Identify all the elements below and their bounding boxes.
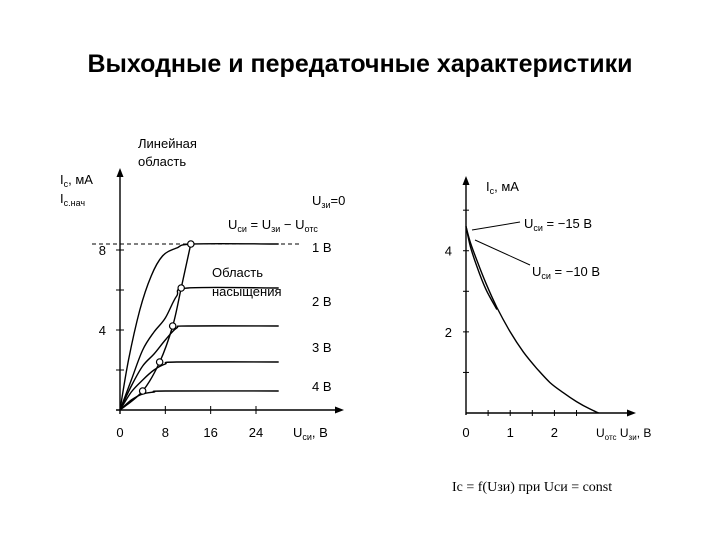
chart1-y-tick-label: 8 bbox=[98, 243, 106, 258]
chart1-boundary-point bbox=[170, 323, 176, 329]
chart1-boundary-point bbox=[139, 388, 145, 394]
chart2-series-label: $U_{си} = -15$ В bbox=[524, 216, 593, 233]
chart1-curve-label: $U_{зи}=0$ bbox=[312, 193, 346, 210]
chart2-x-tick-label: 0 bbox=[462, 425, 470, 440]
chart1-curve-label: 3 В bbox=[312, 340, 332, 355]
chart2-leader-line bbox=[475, 240, 530, 265]
linear-region-label: Линейная bbox=[138, 136, 197, 151]
chart1-boundary-point bbox=[178, 285, 184, 291]
chart2-x-tick-label: 2 bbox=[550, 425, 559, 440]
chart2-x-tick-label: 1 bbox=[506, 425, 514, 440]
linear-region-label: область bbox=[138, 154, 187, 169]
chart1-curve-label: 1 В bbox=[312, 240, 332, 255]
chart2-y-tick-label: 4 bbox=[444, 243, 452, 259]
chart2-y-tick-label: 2 bbox=[444, 324, 452, 340]
chart2-series-0 bbox=[466, 226, 599, 413]
slide-title: Выходные и передаточные характеристики bbox=[87, 50, 633, 78]
chart1-curve-label: 2 В bbox=[312, 294, 332, 309]
chart2-leader-line bbox=[472, 222, 520, 230]
chart2-y-axis-arrow bbox=[463, 176, 470, 185]
chart1-curve-3 bbox=[120, 362, 279, 410]
figure-caption: Ic = f(Uзи) при Uси = const bbox=[452, 480, 613, 495]
chart1-x-label: $U_{си}$, В bbox=[293, 425, 328, 442]
boundary-equation-label: $U_{си} = U_{зи} - U_{отс}$ bbox=[228, 217, 318, 234]
chart1-curve-2 bbox=[120, 326, 279, 410]
chart2-y-label: $I_c$, мА bbox=[486, 179, 519, 196]
chart2-x-label: $U_{отс}$ $U_{зи}$, В bbox=[596, 426, 652, 442]
chart1-x-tick-label: 0 bbox=[116, 425, 124, 440]
saturation-region-label: Область bbox=[212, 265, 264, 280]
saturation-region-label: насыщения bbox=[212, 284, 282, 299]
chart2-series-label: $U_{си} = -10$ В bbox=[532, 264, 601, 281]
chart1-y-axis-arrow bbox=[117, 168, 124, 177]
chart1-y-label: $I_c$, мА bbox=[60, 172, 93, 189]
chart1-saturation-boundary bbox=[120, 244, 191, 410]
chart1-curve-label: 4 В bbox=[312, 379, 332, 394]
chart1-x-tick-label: 24 bbox=[248, 425, 264, 440]
chart1-x-tick-label: 8 bbox=[161, 425, 169, 440]
chart1-boundary-point bbox=[188, 241, 194, 247]
chart1-x-tick-label: 16 bbox=[203, 425, 218, 440]
chart1-y-tick-label: 4 bbox=[98, 323, 106, 338]
chart1-y-label-initial: $I_{c.нач}$ bbox=[60, 191, 86, 208]
chart1-x-axis-arrow bbox=[335, 407, 344, 414]
chart1-boundary-point bbox=[156, 359, 162, 365]
chart2-x-axis-arrow bbox=[627, 410, 636, 417]
